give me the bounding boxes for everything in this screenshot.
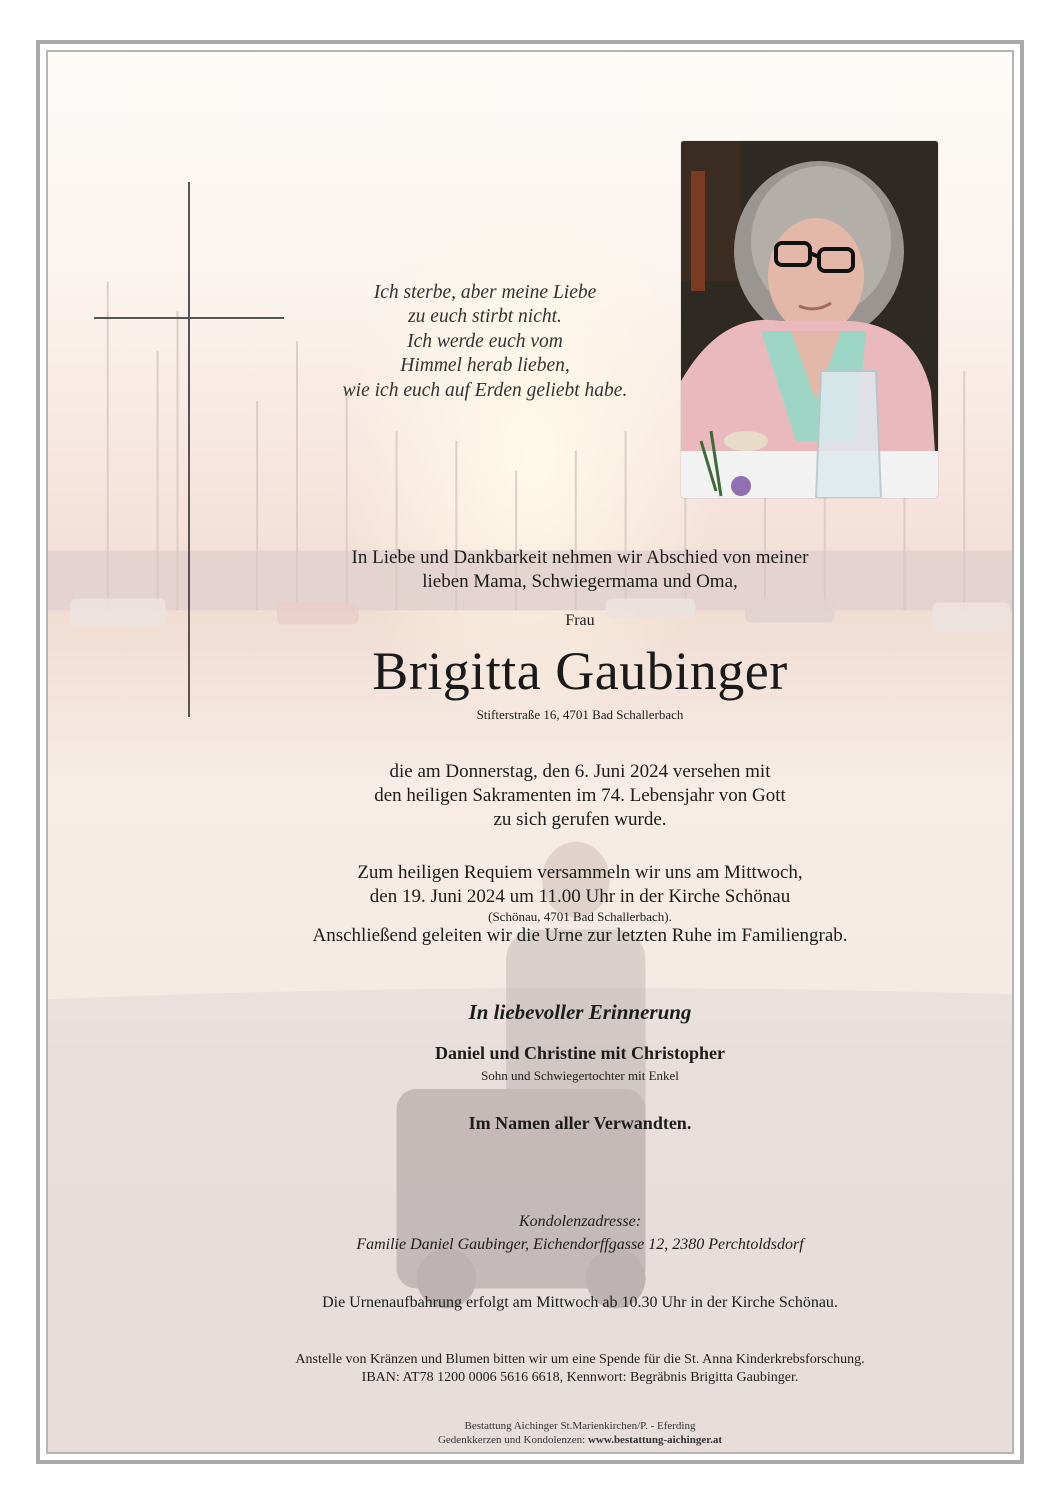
relatives-line: Im Namen aller Verwandten. [468,1113,692,1133]
requiem-text [160,861,1000,948]
donation-note [150,1351,1010,1387]
requiem-place-note: (Schönau, 4701 Bad Schallerbach). [488,909,672,924]
poem-line: Himmel herab lieben, [400,355,570,377]
portrait-illustration [681,141,938,498]
requiem-line: Anschließend geleiten wir die Urne zur letzten Ruhe im Familiengrab. [312,925,848,946]
death-notice-line: die am Donnerstag, den 6. Juni 2024 versehen mit [389,761,771,782]
urn-viewing-note: Die Urnenaufbahrung erfolgt am Mittwoch ab 10.30 Uhr in der Kirche Schönau. [322,1294,838,1311]
death-notice-line: den heiligen Sakramenten im 74. Lebensjahr von Gott [374,785,786,806]
family-relation: Sohn und Schwiegertochter mit Enkel [481,1068,679,1083]
footer-link-prefix: Gedenkkerzen und Kondolenzen: [437,1434,588,1446]
requiem-line: den 19. Juni 2024 um 11.00 Uhr in der Kirche Schönau [369,886,791,907]
footer-link-line [280,1433,880,1447]
poem-line: Ich werde euch vom [407,330,563,352]
funeral-home: Bestattung Aichinger St.Marienkirchen/P. - Eferding [464,1420,696,1432]
poem-line: wie ich euch auf Erden geliebt habe. [342,379,628,401]
death-notice-text [180,760,980,832]
death-notice-line: zu sich gerufen wurde. [493,809,667,830]
poem [300,281,670,403]
intro-text [180,546,980,594]
poem-line: Ich sterbe, aber meine Liebe [373,282,597,303]
cross-horizontal-bar [94,317,284,319]
intro-line: lieben Mama, Schwiegermama und Oma, [422,571,738,592]
requiem-line: Zum heiligen Requiem versammeln wir uns am Mittwoch, [357,862,803,883]
portrait-photo [681,141,938,498]
family-names: Daniel und Christine mit Christopher [434,1043,726,1063]
deceased-address: Stifterstraße 16, 4701 Bad Schallerbach [476,707,684,722]
donation-line: Anstelle von Kränzen und Blumen bitten wir um eine Spende für die St. Anna Kinderkrebsforschung. [295,1352,865,1367]
website-link[interactable]: www.bestattung-aichinger.at [587,1434,723,1446]
footer [280,1419,880,1447]
intro-line: In Liebe und Dankbarkeit nehmen wir Abschied von meiner [351,547,809,568]
donation-line: IBAN: AT78 1200 0006 5616 6618, Kennwort: Begräbnis Brigitta Gaubinger. [361,1370,799,1385]
memory-heading: In liebevoller Erinnerung [468,1000,692,1024]
poem-line: zu euch stirbt nicht. [408,306,562,328]
condolence-label: Kondolenzadresse: [518,1213,642,1230]
deceased-name: Brigitta Gaubinger [372,641,788,701]
salutation: Frau [565,612,595,629]
condolence-address: Familie Daniel Gaubinger, Eichendorffgasse 12, 2380 Perchtoldsdorf [356,1236,804,1253]
